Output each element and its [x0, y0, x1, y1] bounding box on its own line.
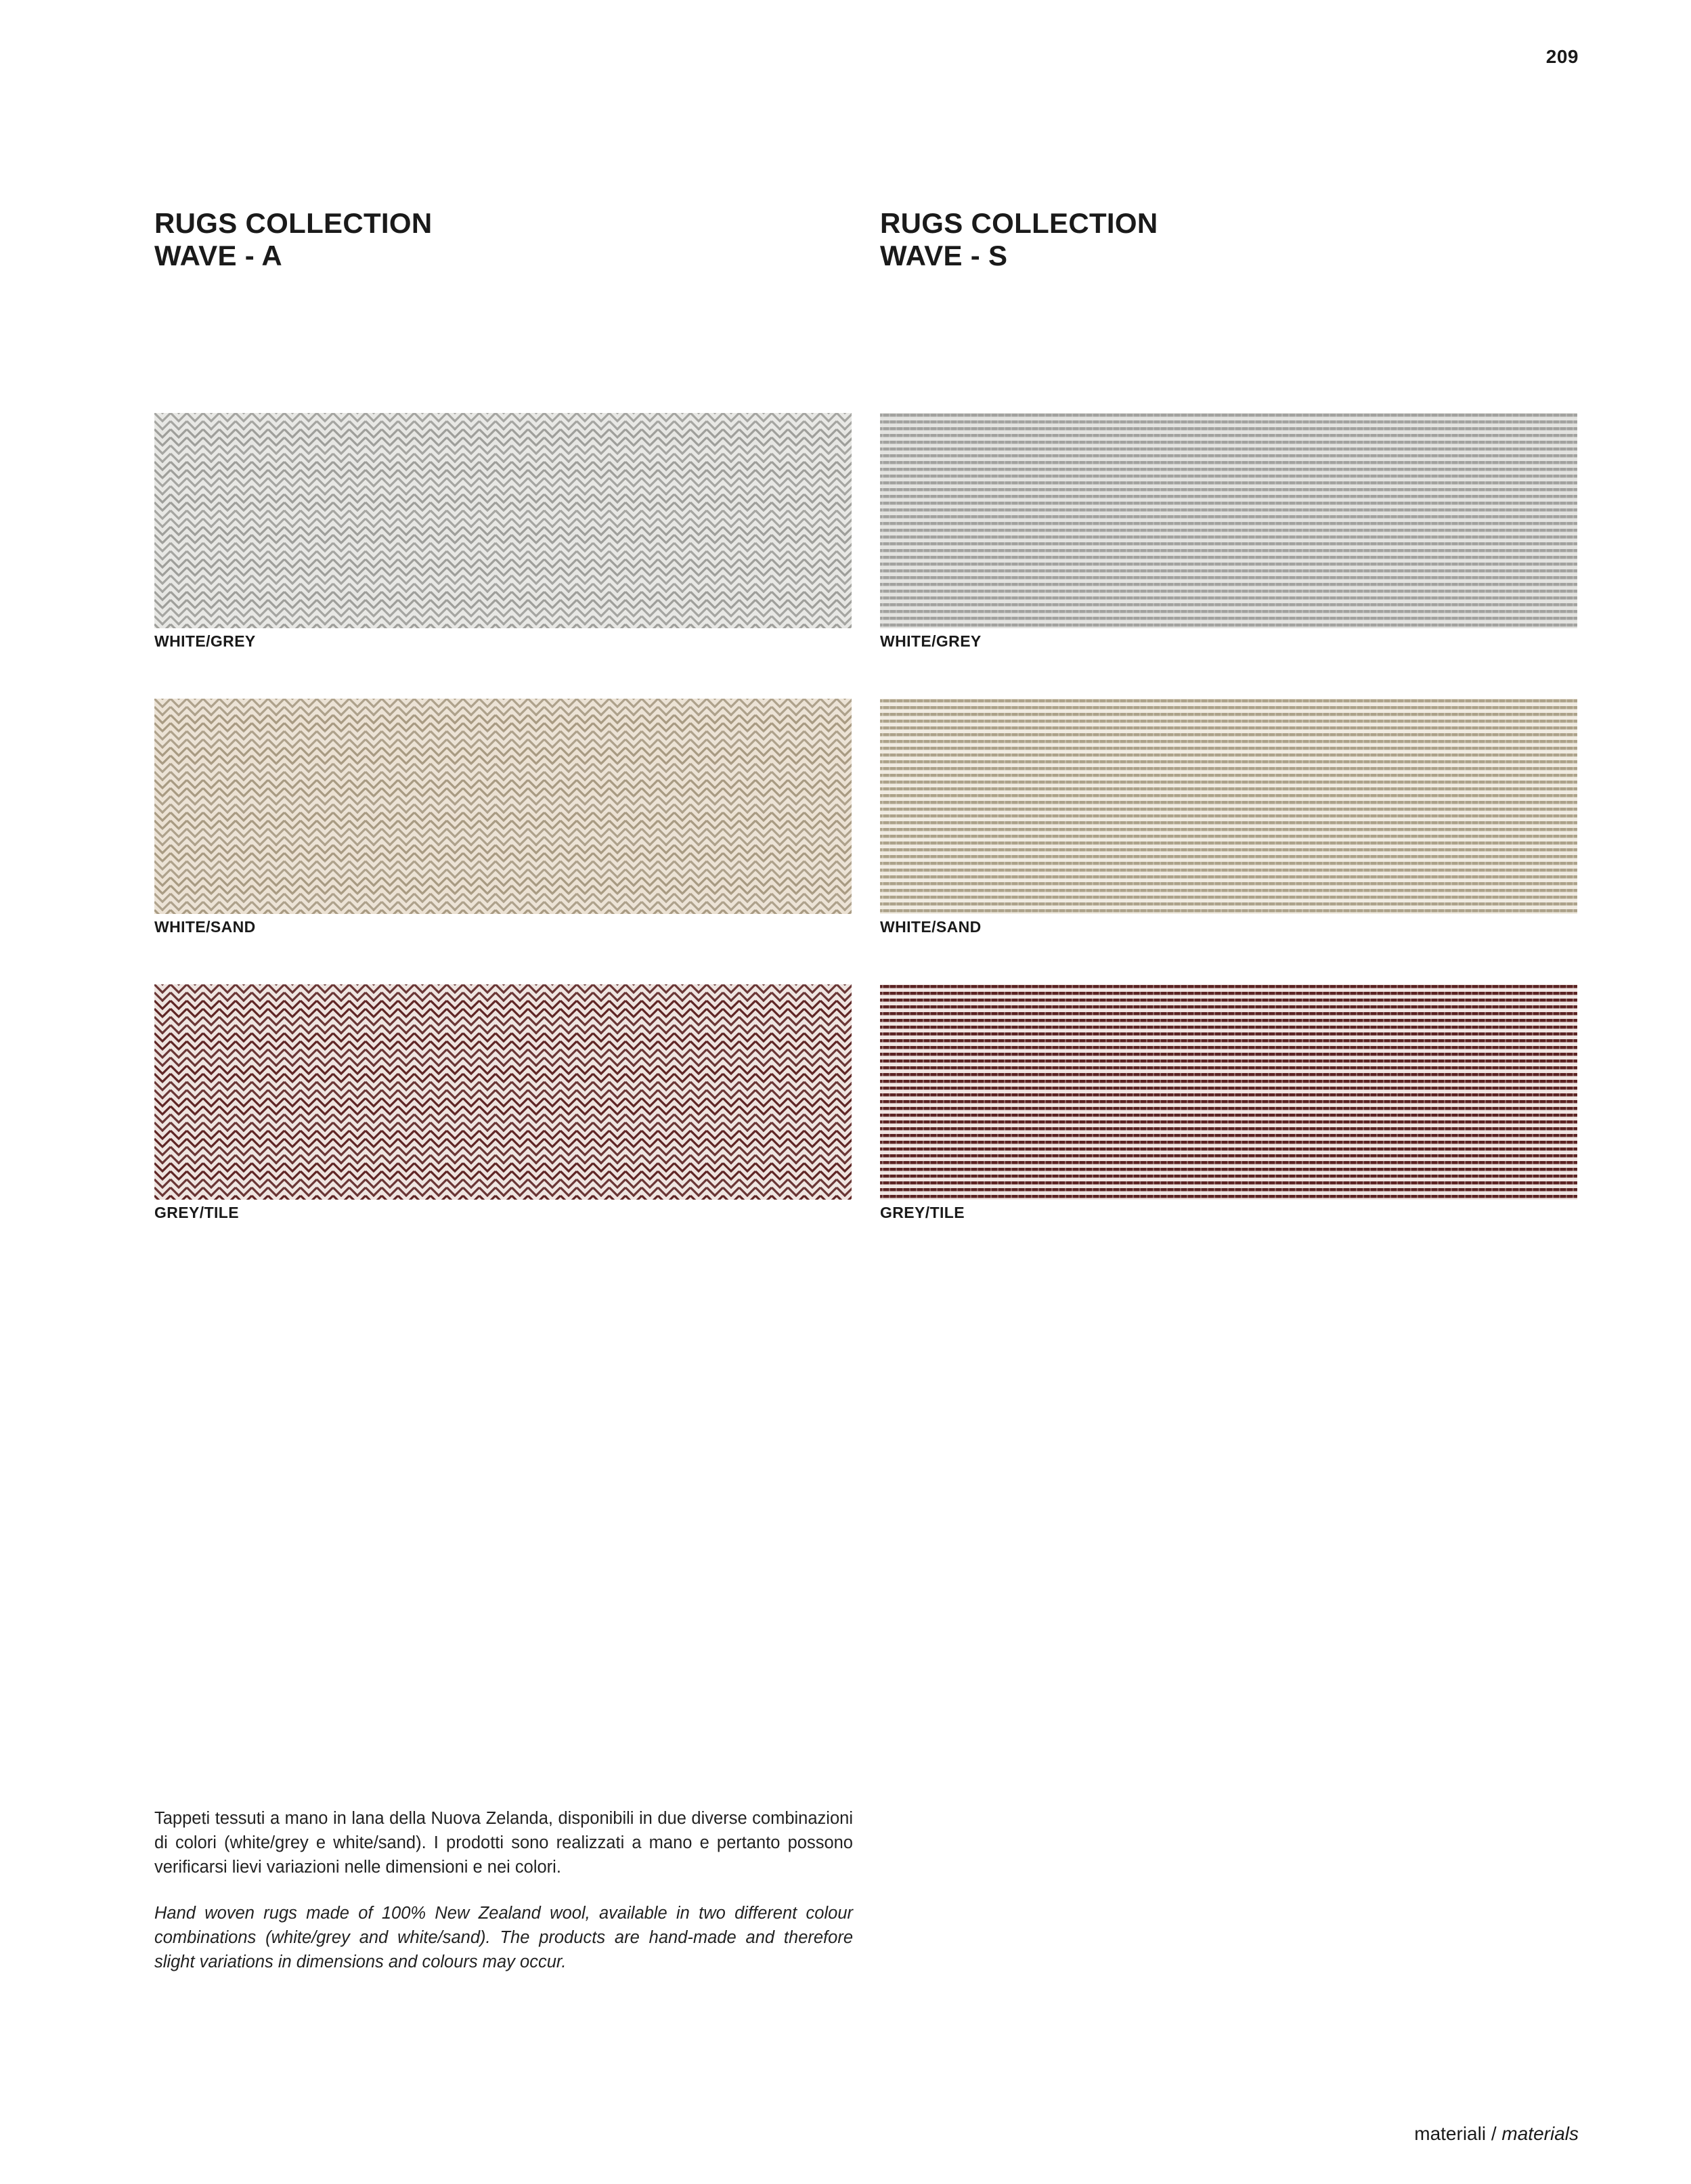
- fabric-band: [154, 413, 852, 429]
- fabric-band: [154, 543, 852, 559]
- swatch-label: WHITE/GREY: [154, 632, 256, 650]
- fabric-band: [154, 829, 852, 845]
- fabric-band: [154, 1147, 852, 1163]
- swatch-label: WHITE/GREY: [880, 632, 982, 650]
- swatch-image: [880, 413, 1577, 628]
- footer-separator: /: [1486, 2123, 1502, 2144]
- description-english: Hand woven rugs made of 100% New Zealand wool, available in two different colour combinations (white/grey and white/sand). The products are hand-made and therefore slight variations in dimensions and colours may occur.: [154, 1904, 853, 1971]
- fabric-band: [154, 608, 852, 624]
- swatch-image: [880, 984, 1577, 1200]
- fabric-band: [154, 445, 852, 462]
- fabric-band: [154, 894, 852, 910]
- fabric-band: [154, 478, 852, 494]
- fabric-band: [154, 1179, 852, 1196]
- fabric-band: [154, 796, 852, 812]
- fabric-band: [154, 861, 852, 877]
- page-number: 209: [1545, 46, 1579, 67]
- collection-title: [154, 207, 433, 272]
- footer-section-label: [1414, 2123, 1579, 2145]
- swatch-image: [154, 984, 852, 1200]
- swatch-image: [154, 413, 852, 628]
- swatch-label: GREY/TILE: [880, 1204, 965, 1221]
- footer-label-italian: materiali: [1414, 2123, 1487, 2144]
- fabric-band: [154, 764, 852, 780]
- description-italian: Tappeti tessuti a mano in lana della Nuova Zelanda, disponibili in due diverse combinazioni di colori (white/grey e white/sand). I prodotti sono realizzati a mano e pertanto possono verificarsi lievi variazioni nelle dimensioni e nei colori.: [154, 1809, 853, 1877]
- collection-title-line1: RUGS COLLECTION: [154, 207, 433, 239]
- swatch-label: WHITE/SAND: [880, 918, 982, 936]
- fabric-texture: [880, 413, 1577, 628]
- fabric-band: [154, 731, 852, 747]
- collection-title-line2: WAVE - A: [154, 240, 283, 271]
- swatch-label: WHITE/SAND: [154, 918, 256, 936]
- collection-title: [880, 207, 1158, 272]
- collection-title-line1: RUGS COLLECTION: [880, 207, 1158, 239]
- footer-label-english: materials: [1501, 2123, 1579, 2144]
- collection-title-line2: WAVE - S: [880, 240, 1008, 271]
- fabric-band: [154, 699, 852, 715]
- fabric-texture: [880, 699, 1577, 914]
- fabric-band: [154, 1017, 852, 1033]
- fabric-band: [154, 575, 852, 592]
- fabric-band: [154, 510, 852, 527]
- description: [154, 1806, 853, 1996]
- swatch-image: [880, 699, 1577, 914]
- fabric-band: [154, 1082, 852, 1098]
- swatch-label: GREY/TILE: [154, 1204, 240, 1221]
- fabric-band: [154, 984, 852, 1001]
- fabric-band: [154, 1114, 852, 1131]
- fabric-texture: [880, 984, 1577, 1200]
- swatch-image: [154, 699, 852, 914]
- fabric-band: [154, 1049, 852, 1066]
